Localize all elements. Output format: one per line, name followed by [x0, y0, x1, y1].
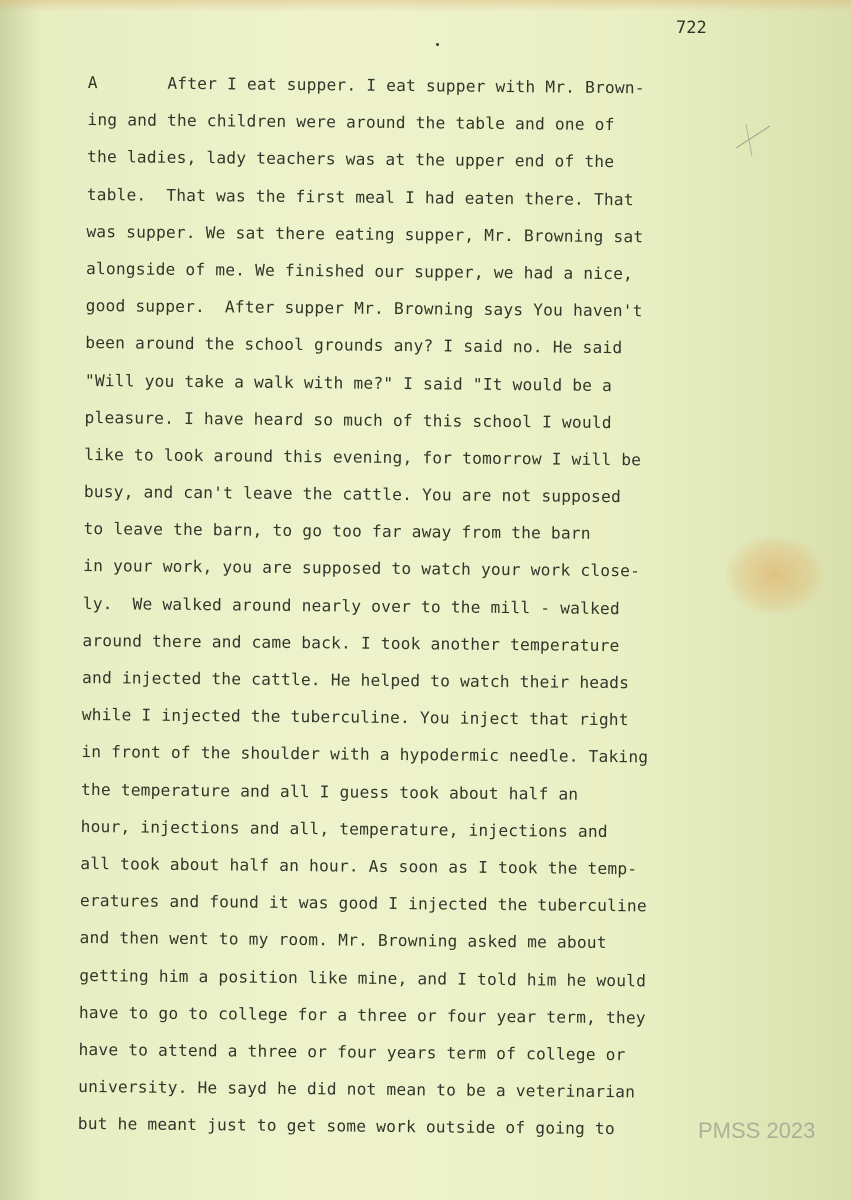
text-line: "Will you take a walk with me?" I said "It would be a — [84, 370, 613, 395]
text-line: been around the school grounds any? I said no. He said — [85, 333, 623, 358]
text-line: eratures and found it was good I injected the tuberculine — [79, 891, 647, 916]
ink-dot — [436, 43, 439, 46]
text-line: the ladies, lady teachers was at the upper end of the — [87, 147, 615, 172]
watermark: PMSS 2023 — [698, 1118, 816, 1143]
text-line: have to attend a three or four years term of college or — [78, 1039, 626, 1065]
text-line: good supper. After supper Mr. Browning says You haven't — [85, 296, 643, 321]
text-line: getting him a position like mine, and I told him he would — [79, 965, 647, 990]
text-line: in your work, you are supposed to watch your work close- — [83, 556, 641, 581]
text-line: in front of the shoulder with a hypodermic needle. Taking — [81, 742, 649, 767]
text-line: all took about half an hour. As soon as I took the temp- — [80, 853, 638, 879]
page-number: 722 — [676, 18, 707, 38]
text-line: and then went to my room. Mr. Browning asked me about — [79, 928, 607, 953]
text-line: ly. We walked around nearly over to the mill - walked — [82, 593, 620, 618]
text-line: to leave the barn, to go too far away from the barn — [83, 519, 591, 544]
text-line: have to go to college for a three or four year term, they — [78, 1002, 646, 1028]
text-line: hour, injections and all, temperature, injections and — [80, 816, 608, 841]
text-line: was supper. We sat there eating supper, Mr. Browning sat — [86, 221, 644, 247]
text-line: and injected the cattle. He helped to watch their heads — [82, 667, 630, 693]
text-line: pleasure. I have heard so much of this school I would — [84, 407, 612, 432]
text-line: alongside of me. We finished our supper, we had a nice, — [85, 258, 634, 284]
text-line: while I injected the tuberculine. You inject that right — [81, 705, 629, 730]
text-line: busy, and can't leave the cattle. You are not supposed — [83, 482, 622, 507]
text-line: the temperature and all I guess took about half an — [80, 779, 579, 804]
text-line: university. He sayd he did not mean to be a veterinarian — [78, 1077, 636, 1102]
text-line: but he meant just to get some work outside of going to — [77, 1114, 615, 1139]
text-line: ing and the children were around the table and one of — [87, 110, 615, 135]
text-line: table. That was the first meal I had eaten there. That — [86, 184, 634, 209]
page-top-edge — [0, 0, 851, 12]
text-line: like to look around this evening, for tomorrow I will be — [84, 444, 642, 470]
text-line: around there and came back. I took another temperature — [82, 630, 620, 655]
typed-text-body — [78, 64, 788, 1149]
text-line: A After I eat supper. I eat supper with Mr. Brown- — [87, 72, 645, 98]
page-edge-shadow — [0, 0, 40, 1200]
